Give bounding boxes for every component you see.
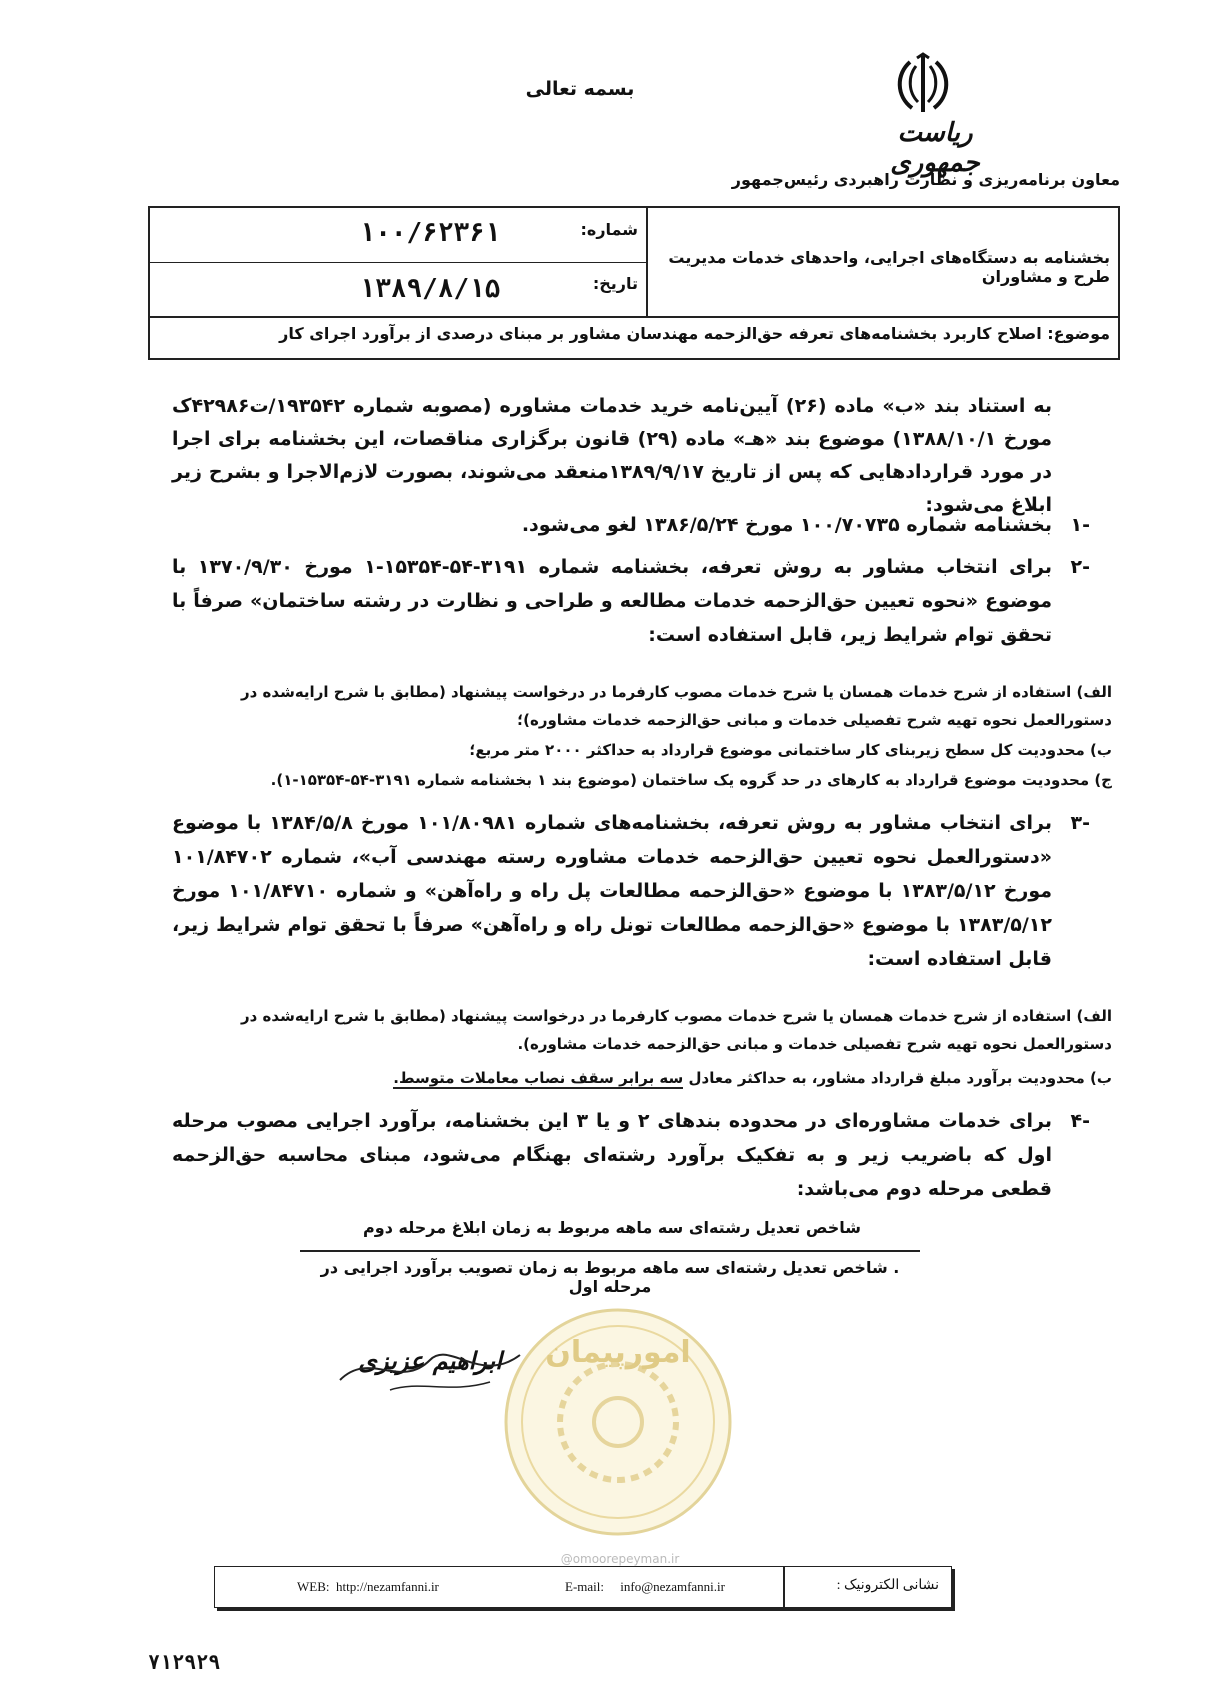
header-box — [148, 206, 1120, 318]
sub-item-3b-underlined: سه برابر سقف نصاب معاملات متوسط. — [393, 1069, 684, 1087]
number-label: شماره: — [580, 220, 638, 239]
document-id: ۷۱۲۹۲۹ — [148, 1650, 221, 1674]
formula-numerator: شاخص تعدیل رشته‌ای سه ماهه مربوط به زمان ابلاغ مرحله دوم — [363, 1218, 861, 1237]
signature: ابراهیم عزیزی — [358, 1346, 502, 1375]
date-value: ۱۳۸۹/۸/۱۵ — [359, 274, 501, 304]
seal-watermark — [500, 1304, 736, 1540]
list-item-4 — [172, 1104, 1090, 1206]
item-number: -۳ — [1070, 812, 1090, 834]
formula-denominator: . شاخص تعدیل رشته‌ای سه ماهه مربوط به زمان تصویب برآورد اجرایی در مرحله اول — [320, 1258, 900, 1296]
footer-divider — [783, 1567, 785, 1607]
subject-line: موضوع: اصلاح کاربرد بخشنامه‌های تعرفه حق‌الزحمه مهندسان مشاور بر مبنای درصدی از برآورد اجرای کار — [279, 324, 1110, 343]
footer-email — [565, 1579, 725, 1595]
basmala: بسمه تعالی — [525, 78, 635, 100]
footer-web-label: WEB: — [297, 1579, 330, 1594]
footer-email-label: E-mail: — [565, 1579, 604, 1594]
item-text: بخشنامه شماره ۱۰۰/۷۰۷۳۵ مورخ ۱۳۸۶/۵/۲۴ لغو می‌شود. — [521, 514, 1052, 536]
footer-box — [214, 1566, 952, 1608]
organization-logo-text: ریاست جمهوری — [890, 118, 980, 178]
header-divider — [646, 208, 648, 316]
seal-text: امورپیمان — [545, 1335, 691, 1370]
deputy-title: معاون برنامه‌ریزی و نظارت راهبردی رئیس‌جمهور — [731, 170, 1120, 189]
list-item-1 — [172, 508, 1090, 542]
sub-item-3a: الف) استفاده از شرح خدمات همسان یا شرح خدمات مصوب کارفرما در درخواست پیشنهاد (مطابق با شرح ارایه‌شده در دستورالعمل نحوه تهیه شرح تفصیلی خدمات و مبانی حق‌الزحمه خدمات مشاوره). — [241, 1007, 1112, 1053]
sub-item-3b-text: ب) محدودیت برآورد مبلغ قرارداد مشاور، به حداکثر معادل — [683, 1069, 1112, 1087]
footer-web-link[interactable]: http://nezamfanni.ir — [336, 1579, 439, 1594]
item-text: برای انتخاب مشاور به روش تعرفه، بخشنامه‌های شماره ۱۰۱/۸۰۹۸۱ مورخ ۱۳۸۴/۵/۸ با موضوع «دستورالعمل نحوه تعیین حق‌الزحمه خدمات مشاوره رسته مهندسی آب»، شماره ۱۰۱/۸۴۷۰۲ مورخ ۱۳۸۳/۵/۱۲ با موضوع «حق‌الزحمه مطالعات پل راه و راه‌آهن» و شماره ۱۰۱/۸۴۷۱۰ مورخ ۱۳۸۳/۵/۱۲ با موضوع «حق‌الزحمه مطالعات تونل راه و راه‌آهن» صرفاً با تحقق توام شرایط زیر، قابل استفاده است: — [172, 812, 1053, 970]
sub-item-2b: ب) محدودیت کل سطح زیربنای کار ساختمانی موضوع قرارداد به حداکثر ۲۰۰۰ متر مربع؛ — [469, 741, 1112, 759]
formula-fraction-line — [300, 1250, 920, 1252]
number-value: ۱۰۰/۶۲۳۶۱ — [359, 218, 501, 248]
sub-item-2a: الف) استفاده از شرح خدمات همسان یا شرح خدمات مصوب کارفرما در درخواست پیشنهاد (مطابق با شرح ارایه‌شده در دستورالعمل نحوه تهیه شرح تفصیلی خدمات و مبانی حق‌الزحمه خدمات مشاوره)؛ — [241, 683, 1112, 729]
footer-address-label: نشانی الکترونیک : — [836, 1578, 939, 1593]
iran-emblem-icon — [888, 52, 958, 116]
signature-scribble — [330, 1330, 530, 1400]
header-mid-divider — [150, 262, 646, 263]
item-number: -۲ — [1070, 556, 1090, 578]
sub-item-3b — [172, 1064, 1112, 1092]
footer-email-link[interactable]: info@nezamfanni.ir — [620, 1579, 725, 1594]
item-text: برای خدمات مشاوره‌ای در محدوده بندهای ۲ و یا ۳ این بخشنامه، برآورد اجرایی مصوب مرحله اول که باضریب زیر و به تفکیک برآورد رشته‌ای بهنگام می‌شود، مبنای محاسبه حق‌الزحمه قطعی مرحله دوم می‌باشد: — [172, 1110, 1052, 1200]
intro-paragraph: به استناد بند «ب» ماده (۲۶) آیین‌نامه خرید خدمات مشاوره (مصوبه شماره ۱۹۳۵۴۲/ت۴۲۹۸۶ک مورخ ۱۳۸۸/۱۰/۱) موضوع بند «هـ» ماده (۲۹) قانون برگزاری مناقصات، این بخشنامه برای اجرا در مورد قراردادهایی که پس از تاریخ ۱۳۸۹/۹/۱۷منعقد می‌شوند، بصورت لازم‌الاجرا و بشرح زیر ابلاغ می‌شود: — [172, 395, 1053, 516]
watermark-caption: @omoorepeyman.ir — [560, 1552, 680, 1566]
footer-web — [297, 1579, 439, 1595]
list-item-2 — [172, 550, 1090, 652]
item-text: برای انتخاب مشاور به روش تعرفه، بخشنامه شماره ۳۱۹۱-۵۴-۱۵۳۵۴-۱ مورخ ۱۳۷۰/۹/۳۰ با موضوع «نحوه تعیین حق‌الزحمه خدمات مطالعه و طراحی و نظارت در رشته ساختمان» صرفاً با تحقق توام شرایط زیر، قابل استفاده است: — [172, 556, 1052, 646]
sub-item-2c: ج) محدودیت موضوع قرارداد به کارهای در حد گروه یک ساختمان (موضوع بند ۱ بخشنامه شماره ۳۱۹۱-۵۴-۱۵۳۵۴-۱). — [270, 771, 1112, 789]
item-number: -۴ — [1070, 1110, 1090, 1132]
subject-box — [148, 314, 1120, 360]
item-number: -۱ — [1070, 514, 1090, 536]
list-item-3 — [172, 806, 1090, 976]
date-label: تاریخ: — [592, 274, 638, 293]
addressee: بخشنامه به دستگاه‌های اجرایی، واحدهای خدمات مدیریت طرح و مشاوران — [668, 248, 1110, 286]
